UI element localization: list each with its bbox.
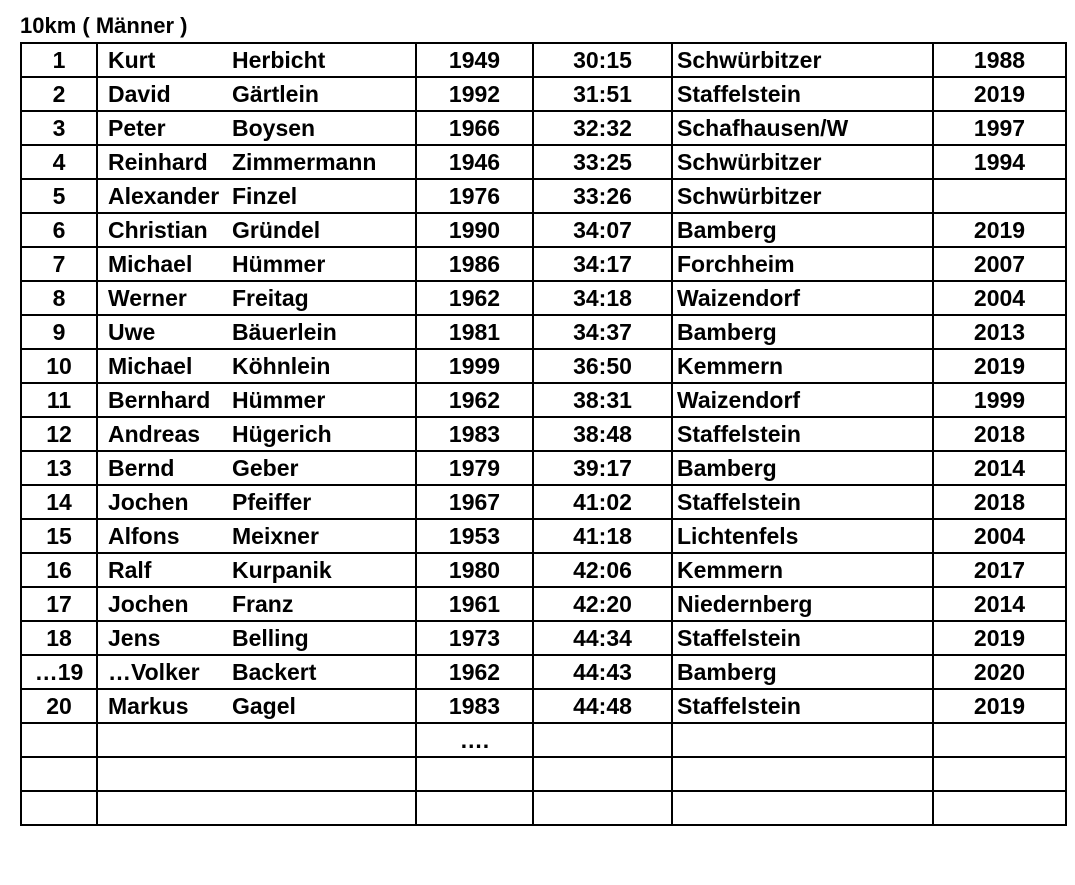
time-cell: 44:48 <box>533 689 672 723</box>
birth-year-cell: 1983 <box>416 417 533 451</box>
last-name: Boysen <box>232 115 316 141</box>
first-name: …Volker <box>108 659 200 685</box>
event-year-cell <box>933 791 1066 825</box>
table-row <box>21 689 1066 723</box>
birth-year-cell: 1990 <box>416 213 533 247</box>
last-name: Freitag <box>232 285 309 311</box>
time-cell <box>533 723 672 757</box>
name-cell <box>97 145 416 179</box>
first-name: Bernhard <box>108 387 211 413</box>
rank-cell: 17 <box>21 587 97 621</box>
rank-cell: 13 <box>21 451 97 485</box>
event-year-cell: 1994 <box>933 145 1066 179</box>
first-name: Michael <box>108 353 193 379</box>
birth-year-cell: 1949 <box>416 43 533 77</box>
last-name: Bäuerlein <box>232 319 337 345</box>
club-cell: Bamberg <box>672 451 933 485</box>
table-row <box>21 77 1066 111</box>
name-cell <box>97 77 416 111</box>
rank-cell: 20 <box>21 689 97 723</box>
table-row <box>21 587 1066 621</box>
birth-year-cell: 1973 <box>416 621 533 655</box>
time-cell: 42:06 <box>533 553 672 587</box>
event-year-cell <box>933 179 1066 213</box>
name-cell <box>97 247 416 281</box>
event-year-cell: 2019 <box>933 689 1066 723</box>
club-cell: Schwürbitzer <box>672 145 933 179</box>
birth-year-cell: 1953 <box>416 519 533 553</box>
birth-year-cell: 1961 <box>416 587 533 621</box>
name-cell <box>97 281 416 315</box>
table-row <box>21 655 1066 689</box>
rank-cell: 4 <box>21 145 97 179</box>
rank-cell: 12 <box>21 417 97 451</box>
event-year-cell: 2014 <box>933 587 1066 621</box>
first-name: Bernd <box>108 455 175 481</box>
club-cell: Niedernberg <box>672 587 933 621</box>
first-name: Uwe <box>108 319 156 345</box>
name-cell <box>97 655 416 689</box>
event-year-cell: 2004 <box>933 281 1066 315</box>
name-cell <box>97 383 416 417</box>
first-name: Peter <box>108 115 166 141</box>
first-name: Alfons <box>108 523 180 549</box>
name-cell <box>97 587 416 621</box>
club-cell: Staffelstein <box>672 485 933 519</box>
time-cell: 44:43 <box>533 655 672 689</box>
event-year-cell: 2014 <box>933 451 1066 485</box>
rank-cell: 10 <box>21 349 97 383</box>
time-cell: 30:15 <box>533 43 672 77</box>
club-cell: Kemmern <box>672 553 933 587</box>
first-name: Markus <box>108 693 189 719</box>
time-cell: 34:37 <box>533 315 672 349</box>
table-row <box>21 451 1066 485</box>
time-cell: 34:17 <box>533 247 672 281</box>
last-name: Gagel <box>232 693 296 719</box>
name-cell <box>97 621 416 655</box>
club-cell: Staffelstein <box>672 689 933 723</box>
club-cell: Schwürbitzer <box>672 179 933 213</box>
first-name: Reinhard <box>108 149 208 175</box>
birth-year-cell: 1999 <box>416 349 533 383</box>
results-table <box>20 42 1067 826</box>
first-name: Andreas <box>108 421 201 447</box>
name-cell <box>97 43 416 77</box>
birth-year-cell: 1962 <box>416 383 533 417</box>
first-name: Kurt <box>108 47 156 73</box>
last-name: Pfeiffer <box>232 489 312 515</box>
rank-cell: 5 <box>21 179 97 213</box>
birth-year-cell: …. <box>416 723 533 757</box>
event-year-cell <box>933 757 1066 791</box>
time-cell: 33:26 <box>533 179 672 213</box>
time-cell: 32:32 <box>533 111 672 145</box>
table-row <box>21 723 1066 757</box>
last-name: Franz <box>232 591 294 617</box>
time-cell: 36:50 <box>533 349 672 383</box>
birth-year-cell: 1980 <box>416 553 533 587</box>
page-title: 10km ( Männer ) <box>20 13 188 38</box>
first-name: Alexander <box>108 183 220 209</box>
last-name: Gärtlein <box>232 81 319 107</box>
club-cell: Forchheim <box>672 247 933 281</box>
time-cell <box>533 791 672 825</box>
first-name: Michael <box>108 251 193 277</box>
time-cell: 44:34 <box>533 621 672 655</box>
name-cell <box>97 519 416 553</box>
club-cell: Waizendorf <box>672 383 933 417</box>
club-cell: Schwürbitzer <box>672 43 933 77</box>
rank-cell: 15 <box>21 519 97 553</box>
event-year-cell: 2007 <box>933 247 1066 281</box>
table-row <box>21 417 1066 451</box>
last-name: Hügerich <box>232 421 332 447</box>
rank-cell <box>21 791 97 825</box>
time-cell: 33:25 <box>533 145 672 179</box>
table-row <box>21 281 1066 315</box>
rank-cell: 14 <box>21 485 97 519</box>
time-cell: 34:07 <box>533 213 672 247</box>
rank-cell: 18 <box>21 621 97 655</box>
table-row <box>21 145 1066 179</box>
name-cell <box>97 757 416 791</box>
club-cell: Kemmern <box>672 349 933 383</box>
name-cell <box>97 111 416 145</box>
birth-year-cell: 1983 <box>416 689 533 723</box>
event-year-cell: 2018 <box>933 485 1066 519</box>
event-year-cell: 1999 <box>933 383 1066 417</box>
rank-cell: 1 <box>21 43 97 77</box>
club-cell: Staffelstein <box>672 417 933 451</box>
first-name: Ralf <box>108 557 152 583</box>
birth-year-cell: 1986 <box>416 247 533 281</box>
time-cell: 38:31 <box>533 383 672 417</box>
table-row <box>21 553 1066 587</box>
rank-cell: 2 <box>21 77 97 111</box>
event-year-cell: 1988 <box>933 43 1066 77</box>
birth-year-cell: 1967 <box>416 485 533 519</box>
event-year-cell: 2020 <box>933 655 1066 689</box>
rank-cell <box>21 723 97 757</box>
event-year-cell: 2018 <box>933 417 1066 451</box>
club-cell <box>672 791 933 825</box>
birth-year-cell: 1976 <box>416 179 533 213</box>
club-cell: Schafhausen/W <box>672 111 933 145</box>
first-name: Christian <box>108 217 208 243</box>
first-name: Jochen <box>108 489 189 515</box>
table-row <box>21 43 1066 77</box>
birth-year-cell: 1992 <box>416 77 533 111</box>
club-cell: Staffelstein <box>672 621 933 655</box>
time-cell: 42:20 <box>533 587 672 621</box>
table-row <box>21 111 1066 145</box>
last-name: Hümmer <box>232 251 326 277</box>
name-cell <box>97 349 416 383</box>
name-cell <box>97 417 416 451</box>
name-cell <box>97 791 416 825</box>
event-year-cell: 1997 <box>933 111 1066 145</box>
birth-year-cell: 1966 <box>416 111 533 145</box>
table-row <box>21 315 1066 349</box>
last-name: Backert <box>232 659 317 685</box>
name-cell <box>97 553 416 587</box>
rank-cell: 3 <box>21 111 97 145</box>
first-name: Jochen <box>108 591 189 617</box>
club-cell: Waizendorf <box>672 281 933 315</box>
last-name: Gründel <box>232 217 321 243</box>
last-name: Finzel <box>232 183 298 209</box>
time-cell: 34:18 <box>533 281 672 315</box>
time-cell: 31:51 <box>533 77 672 111</box>
birth-year-cell: 1962 <box>416 655 533 689</box>
club-cell: Staffelstein <box>672 77 933 111</box>
name-cell <box>97 213 416 247</box>
name-cell <box>97 179 416 213</box>
table-row <box>21 621 1066 655</box>
event-year-cell: 2013 <box>933 315 1066 349</box>
table-row <box>21 383 1066 417</box>
rank-cell: 8 <box>21 281 97 315</box>
table-row <box>21 349 1066 383</box>
name-cell <box>97 689 416 723</box>
table-row <box>21 791 1066 825</box>
name-cell <box>97 451 416 485</box>
birth-year-cell <box>416 757 533 791</box>
time-cell: 41:02 <box>533 485 672 519</box>
last-name: Belling <box>232 625 309 651</box>
rank-cell: 16 <box>21 553 97 587</box>
birth-year-cell: 1979 <box>416 451 533 485</box>
event-year-cell: 2004 <box>933 519 1066 553</box>
name-cell <box>97 485 416 519</box>
time-cell <box>533 757 672 791</box>
name-cell <box>97 315 416 349</box>
rank-cell: 6 <box>21 213 97 247</box>
table-row <box>21 247 1066 281</box>
table-row <box>21 213 1066 247</box>
club-cell: Bamberg <box>672 655 933 689</box>
event-year-cell <box>933 723 1066 757</box>
rank-cell: …19 <box>21 655 97 689</box>
last-name: Zimmermann <box>232 149 377 175</box>
time-cell: 38:48 <box>533 417 672 451</box>
table-row <box>21 179 1066 213</box>
table-row <box>21 757 1066 791</box>
club-cell <box>672 723 933 757</box>
last-name: Geber <box>232 455 299 481</box>
first-name: David <box>108 81 171 107</box>
table-row <box>21 485 1066 519</box>
club-cell <box>672 757 933 791</box>
last-name: Köhnlein <box>232 353 331 379</box>
birth-year-cell: 1981 <box>416 315 533 349</box>
last-name: Hümmer <box>232 387 326 413</box>
time-cell: 39:17 <box>533 451 672 485</box>
table-row <box>21 519 1066 553</box>
event-year-cell: 2019 <box>933 349 1066 383</box>
event-year-cell: 2017 <box>933 553 1066 587</box>
first-name: Werner <box>108 285 187 311</box>
last-name: Meixner <box>232 523 319 549</box>
last-name: Herbicht <box>232 47 326 73</box>
birth-year-cell: 1962 <box>416 281 533 315</box>
birth-year-cell <box>416 791 533 825</box>
last-name: Kurpanik <box>232 557 332 583</box>
event-year-cell: 2019 <box>933 621 1066 655</box>
rank-cell: 11 <box>21 383 97 417</box>
time-cell: 41:18 <box>533 519 672 553</box>
club-cell: Bamberg <box>672 315 933 349</box>
birth-year-cell: 1946 <box>416 145 533 179</box>
event-year-cell: 2019 <box>933 213 1066 247</box>
club-cell: Lichtenfels <box>672 519 933 553</box>
rank-cell <box>21 757 97 791</box>
club-cell: Bamberg <box>672 213 933 247</box>
first-name: Jens <box>108 625 161 651</box>
rank-cell: 7 <box>21 247 97 281</box>
name-cell <box>97 723 416 757</box>
rank-cell: 9 <box>21 315 97 349</box>
event-year-cell: 2019 <box>933 77 1066 111</box>
